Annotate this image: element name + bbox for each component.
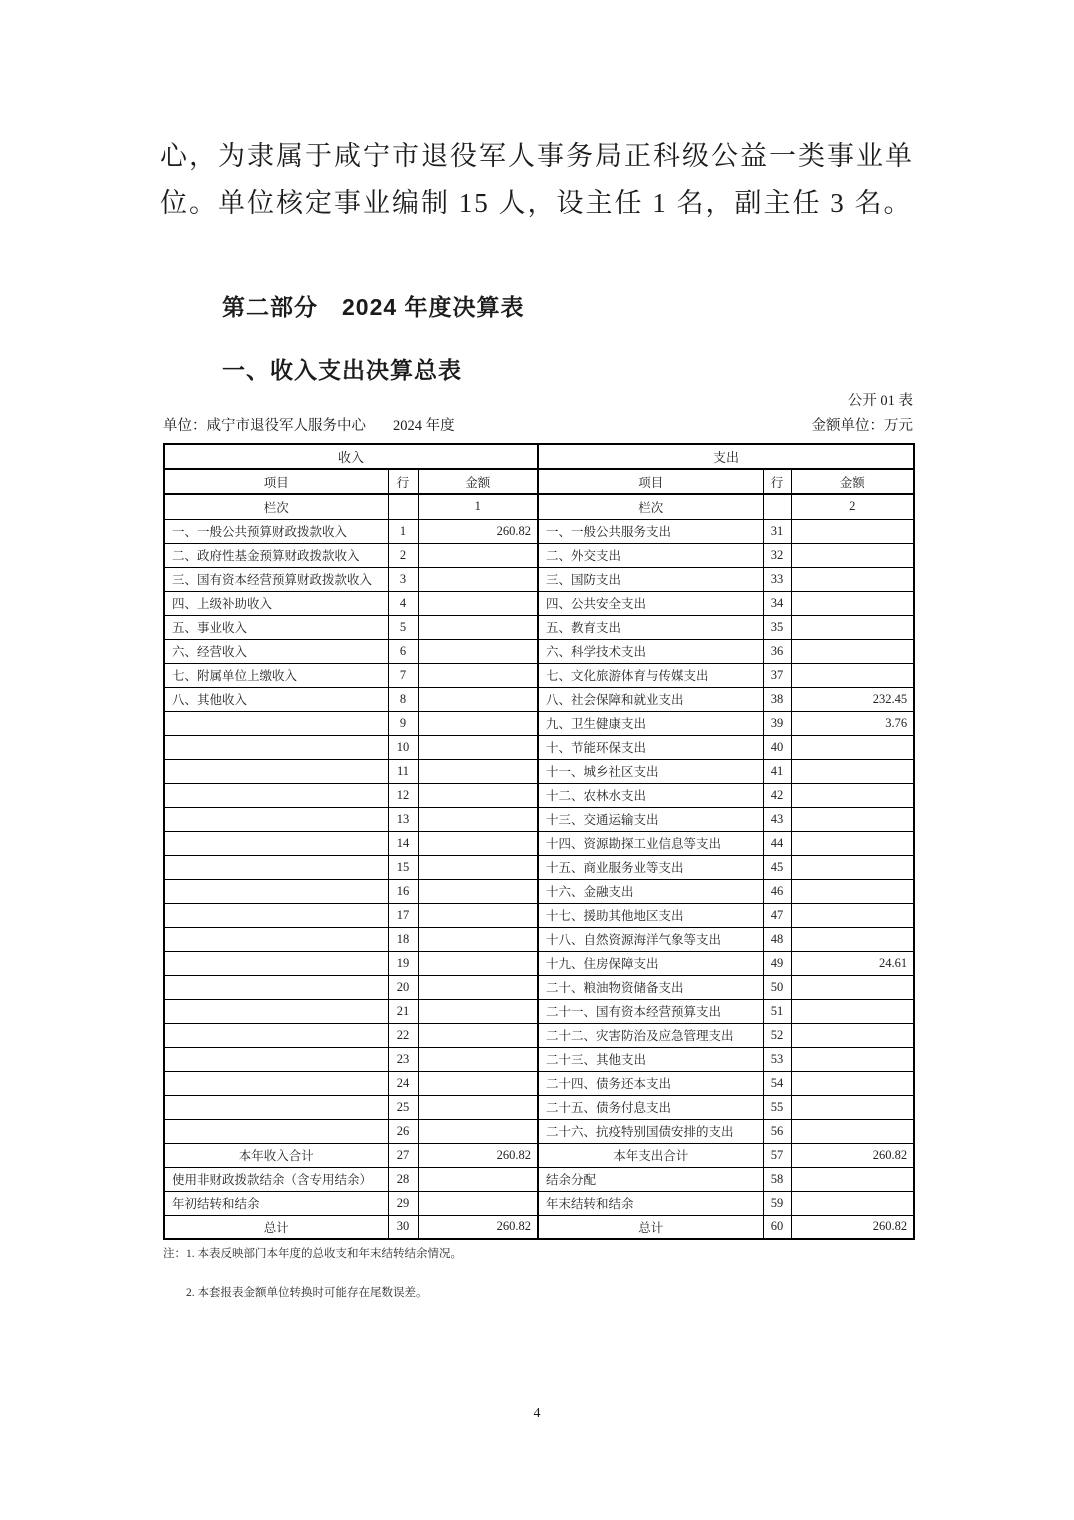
income-lanci-line-cell — [388, 494, 418, 519]
table-row — [164, 711, 914, 735]
expense-amount-cell — [791, 1119, 914, 1143]
income-amount-cell: 260.82 — [418, 1215, 538, 1239]
income-line-cell: 20 — [388, 975, 418, 999]
section-title: 第二部分 2024 年度决算表 — [222, 294, 525, 320]
expense-amount-cell: 232.45 — [791, 687, 914, 711]
income-item-cell — [164, 711, 388, 735]
table-row — [164, 951, 914, 975]
income-amount-cell — [418, 855, 538, 879]
expense-line-cell: 50 — [763, 975, 791, 999]
expense-line-cell: 53 — [763, 1047, 791, 1071]
income-line-cell: 9 — [388, 711, 418, 735]
income-line-cell: 2 — [388, 543, 418, 567]
expense-line-cell: 58 — [763, 1167, 791, 1191]
income-line-cell: 22 — [388, 1023, 418, 1047]
table-row — [164, 639, 914, 663]
table-row — [164, 519, 914, 543]
expense-amount-cell — [791, 1095, 914, 1119]
income-line-cell: 16 — [388, 879, 418, 903]
expense-amount-cell — [791, 591, 914, 615]
expense-amount-cell — [791, 1023, 914, 1047]
expense-line-cell: 32 — [763, 543, 791, 567]
note-line: 注：1. 本表反映部门本年度的总收支和年末结转结余情况。 — [163, 1248, 462, 1260]
expense-amount-cell — [791, 615, 914, 639]
income-item-cell — [164, 759, 388, 783]
table-row — [164, 855, 914, 879]
income-amount-cell — [418, 1047, 538, 1071]
expense-amount-cell — [791, 663, 914, 687]
income-amount-cell — [418, 831, 538, 855]
income-item-cell: 六、经营收入 — [164, 639, 388, 663]
expense-amount-cell — [791, 639, 914, 663]
income-amount-cell — [418, 615, 538, 639]
income-line-cell: 18 — [388, 927, 418, 951]
income-line-cell: 12 — [388, 783, 418, 807]
expense-line-cell: 41 — [763, 759, 791, 783]
expense-amount-cell — [791, 1071, 914, 1095]
income-item-cell: 一、一般公共预算财政拨款收入 — [164, 519, 388, 543]
income-line-cell: 29 — [388, 1191, 418, 1215]
table-row — [164, 567, 914, 591]
intro-paragraph — [160, 133, 915, 227]
income-line-cell: 28 — [388, 1167, 418, 1191]
income-line-cell: 17 — [388, 903, 418, 927]
income-line-cell: 13 — [388, 807, 418, 831]
table-row — [164, 1119, 914, 1143]
expense-section-header: 支出 — [538, 444, 914, 469]
intro-line: 心，为隶属于咸宁市退役军人事务局正科级公益一类事业单 — [160, 141, 914, 171]
income-amount-cell — [418, 1167, 538, 1191]
expense-item-cell: 十八、自然资源海洋气象等支出 — [538, 927, 763, 951]
summary-table-body — [164, 519, 914, 1239]
expense-amount-cell — [791, 927, 914, 951]
income-amount-cell — [418, 783, 538, 807]
expense-item-cell: 二、外交支出 — [538, 543, 763, 567]
expense-line-cell: 52 — [763, 1023, 791, 1047]
expense-line-cell: 49 — [763, 951, 791, 975]
expense-amount-cell — [791, 783, 914, 807]
expense-line-cell: 35 — [763, 615, 791, 639]
expense-amount-cell — [791, 759, 914, 783]
expense-line-cell: 60 — [763, 1215, 791, 1239]
income-amount-header: 金额 — [418, 469, 538, 494]
table-row — [164, 1167, 914, 1191]
table-row — [164, 879, 914, 903]
table-row — [164, 1191, 914, 1215]
expense-item-cell: 四、公共安全支出 — [538, 591, 763, 615]
income-item-cell — [164, 831, 388, 855]
column-index-row — [164, 494, 914, 519]
table-row — [164, 831, 914, 855]
expense-item-cell: 五、教育支出 — [538, 615, 763, 639]
income-item-cell: 本年收入合计 — [164, 1143, 388, 1167]
expense-lanci-label: 栏次 — [538, 494, 763, 519]
income-amount-cell — [418, 1023, 538, 1047]
income-item-cell — [164, 927, 388, 951]
income-amount-cell — [418, 927, 538, 951]
expense-item-cell: 年末结转和结余 — [538, 1191, 763, 1215]
income-item-cell: 使用非财政拨款结余（含专用结余） — [164, 1167, 388, 1191]
expense-column-index: 2 — [791, 494, 914, 519]
expense-amount-cell — [791, 1167, 914, 1191]
expense-line-cell: 31 — [763, 519, 791, 543]
expense-item-cell: 二十四、债务还本支出 — [538, 1071, 763, 1095]
expense-line-cell: 42 — [763, 783, 791, 807]
income-line-cell: 25 — [388, 1095, 418, 1119]
note-line: 2. 本套报表金额单位转换时可能存在尾数误差。 — [186, 1287, 428, 1299]
expense-amount-cell — [791, 855, 914, 879]
expense-item-cell: 二十五、债务付息支出 — [538, 1095, 763, 1119]
table-row — [164, 735, 914, 759]
table-row — [164, 1095, 914, 1119]
table-row — [164, 783, 914, 807]
expense-item-cell: 二十二、灾害防治及应急管理支出 — [538, 1023, 763, 1047]
table-row — [164, 591, 914, 615]
income-amount-cell: 260.82 — [418, 1143, 538, 1167]
income-amount-cell — [418, 567, 538, 591]
income-line-cell: 8 — [388, 687, 418, 711]
income-item-cell — [164, 783, 388, 807]
expense-item-cell: 十、节能环保支出 — [538, 735, 763, 759]
expense-amount-cell: 260.82 — [791, 1215, 914, 1239]
expense-line-cell: 40 — [763, 735, 791, 759]
income-amount-cell — [418, 663, 538, 687]
expense-amount-cell — [791, 879, 914, 903]
expense-item-cell: 总计 — [538, 1215, 763, 1239]
income-section-header: 收入 — [164, 444, 538, 469]
income-line-cell: 30 — [388, 1215, 418, 1239]
expense-line-cell: 57 — [763, 1143, 791, 1167]
income-item-cell: 年初结转和结余 — [164, 1191, 388, 1215]
expense-line-cell: 37 — [763, 663, 791, 687]
income-amount-cell — [418, 903, 538, 927]
expense-line-cell: 54 — [763, 1071, 791, 1095]
income-amount-cell — [418, 759, 538, 783]
expense-item-cell: 十五、商业服务业等支出 — [538, 855, 763, 879]
income-amount-cell — [418, 543, 538, 567]
income-amount-cell — [418, 639, 538, 663]
expense-amount-cell: 3.76 — [791, 711, 914, 735]
expense-line-cell: 46 — [763, 879, 791, 903]
income-line-cell: 6 — [388, 639, 418, 663]
expense-item-cell: 九、卫生健康支出 — [538, 711, 763, 735]
table-row — [164, 1023, 914, 1047]
expense-amount-cell — [791, 567, 914, 591]
table-row — [164, 999, 914, 1023]
income-item-cell — [164, 807, 388, 831]
income-line-cell: 1 — [388, 519, 418, 543]
expense-amount-cell — [791, 519, 914, 543]
income-amount-cell — [418, 687, 538, 711]
expense-amount-cell — [791, 735, 914, 759]
income-item-cell — [164, 951, 388, 975]
expense-amount-header: 金额 — [791, 469, 914, 494]
expense-item-cell: 二十、粮油物资储备支出 — [538, 975, 763, 999]
expense-line-cell: 56 — [763, 1119, 791, 1143]
expense-item-cell: 十九、住房保障支出 — [538, 951, 763, 975]
income-line-header: 行 — [388, 469, 418, 494]
income-item-cell: 三、国有资本经营预算财政拨款收入 — [164, 567, 388, 591]
income-item-cell: 总计 — [164, 1215, 388, 1239]
income-item-cell: 四、上级补助收入 — [164, 591, 388, 615]
income-line-cell: 27 — [388, 1143, 418, 1167]
intro-line: 位。单位核定事业编制 15 人，设主任 1 名，副主任 3 名。 — [160, 188, 913, 218]
fiscal-year: 2024 年度 — [393, 418, 455, 434]
income-item-cell — [164, 1119, 388, 1143]
income-amount-cell — [418, 1119, 538, 1143]
table-row — [164, 1047, 914, 1071]
expense-item-cell: 一、一般公共服务支出 — [538, 519, 763, 543]
expense-amount-cell — [791, 1047, 914, 1071]
expense-amount-cell — [791, 543, 914, 567]
expense-item-cell: 三、国防支出 — [538, 567, 763, 591]
expense-item-cell: 十二、农林水支出 — [538, 783, 763, 807]
expense-line-cell: 51 — [763, 999, 791, 1023]
income-line-cell: 10 — [388, 735, 418, 759]
income-item-cell — [164, 999, 388, 1023]
income-amount-cell — [418, 807, 538, 831]
table-row — [164, 687, 914, 711]
income-amount-cell — [418, 735, 538, 759]
income-item-cell — [164, 903, 388, 927]
table-title: 一、收入支出决算总表 — [222, 357, 462, 383]
expense-line-cell: 59 — [763, 1191, 791, 1215]
income-line-cell: 15 — [388, 855, 418, 879]
expense-line-header: 行 — [763, 469, 791, 494]
expense-item-cell: 二十六、抗疫特别国债安排的支出 — [538, 1119, 763, 1143]
expense-amount-cell — [791, 831, 914, 855]
income-amount-cell — [418, 879, 538, 903]
expense-item-cell: 二十三、其他支出 — [538, 1047, 763, 1071]
expense-amount-cell — [791, 975, 914, 999]
expense-item-cell: 十三、交通运输支出 — [538, 807, 763, 831]
expense-item-header: 项目 — [538, 469, 763, 494]
income-item-header: 项目 — [164, 469, 388, 494]
income-line-cell: 5 — [388, 615, 418, 639]
expense-line-cell: 39 — [763, 711, 791, 735]
income-item-cell — [164, 1095, 388, 1119]
income-line-cell: 4 — [388, 591, 418, 615]
expense-amount-cell — [791, 903, 914, 927]
amount-unit: 金额单位：万元 — [811, 418, 913, 434]
income-line-cell: 11 — [388, 759, 418, 783]
income-line-cell: 21 — [388, 999, 418, 1023]
table-row — [164, 663, 914, 687]
table-meta — [163, 414, 913, 434]
income-item-cell — [164, 855, 388, 879]
expense-line-cell: 48 — [763, 927, 791, 951]
table-row — [164, 1143, 914, 1167]
expense-line-cell: 44 — [763, 831, 791, 855]
expense-line-cell: 33 — [763, 567, 791, 591]
income-item-cell: 七、附属单位上缴收入 — [164, 663, 388, 687]
table-row — [164, 1071, 914, 1095]
income-item-cell — [164, 1023, 388, 1047]
income-amount-cell — [418, 1191, 538, 1215]
summary-table — [163, 443, 915, 1240]
income-amount-cell — [418, 1095, 538, 1119]
expense-item-cell: 结余分配 — [538, 1167, 763, 1191]
expense-item-cell: 十一、城乡社区支出 — [538, 759, 763, 783]
table-row — [164, 1215, 914, 1239]
income-item-cell — [164, 1047, 388, 1071]
income-amount-cell — [418, 999, 538, 1023]
expense-line-cell: 45 — [763, 855, 791, 879]
table-row — [164, 927, 914, 951]
income-item-cell: 八、其他收入 — [164, 687, 388, 711]
expense-line-cell: 38 — [763, 687, 791, 711]
expense-line-cell: 36 — [763, 639, 791, 663]
expense-item-cell: 七、文化旅游体育与传媒支出 — [538, 663, 763, 687]
income-line-cell: 23 — [388, 1047, 418, 1071]
income-line-cell: 19 — [388, 951, 418, 975]
income-item-cell: 二、政府性基金预算财政拨款收入 — [164, 543, 388, 567]
expense-item-cell: 八、社会保障和就业支出 — [538, 687, 763, 711]
income-line-cell: 3 — [388, 567, 418, 591]
table-row — [164, 615, 914, 639]
expense-amount-cell — [791, 807, 914, 831]
income-lanci-label: 栏次 — [164, 494, 388, 519]
column-header-row — [164, 469, 914, 494]
expense-item-cell: 十四、资源勘探工业信息等支出 — [538, 831, 763, 855]
income-amount-cell — [418, 975, 538, 999]
expense-item-cell: 十七、援助其他地区支出 — [538, 903, 763, 927]
income-column-index: 1 — [418, 494, 538, 519]
income-line-cell: 7 — [388, 663, 418, 687]
table-row — [164, 975, 914, 999]
expense-item-cell: 六、科学技术支出 — [538, 639, 763, 663]
income-item-cell — [164, 735, 388, 759]
income-line-cell: 14 — [388, 831, 418, 855]
table-tag: 公开 01 表 — [847, 393, 913, 409]
unit-name: 单位：咸宁市退役军人服务中心 — [163, 418, 366, 434]
expense-amount-cell — [791, 999, 914, 1023]
expense-amount-cell — [791, 1191, 914, 1215]
expense-lanci-line-cell — [763, 494, 791, 519]
income-amount-cell — [418, 591, 538, 615]
expense-line-cell: 34 — [763, 591, 791, 615]
table-row — [164, 543, 914, 567]
income-item-cell — [164, 1071, 388, 1095]
expense-amount-cell: 260.82 — [791, 1143, 914, 1167]
table-row — [164, 759, 914, 783]
income-amount-cell — [418, 711, 538, 735]
expense-amount-cell: 24.61 — [791, 951, 914, 975]
income-amount-cell — [418, 1071, 538, 1095]
expense-line-cell: 47 — [763, 903, 791, 927]
expense-item-cell: 二十一、国有资本经营预算支出 — [538, 999, 763, 1023]
expense-line-cell: 43 — [763, 807, 791, 831]
table-row — [164, 807, 914, 831]
table-row — [164, 903, 914, 927]
income-line-cell: 24 — [388, 1071, 418, 1095]
table-notes — [163, 1245, 913, 1300]
expense-item-cell: 十六、金融支出 — [538, 879, 763, 903]
income-amount-cell — [418, 951, 538, 975]
income-amount-cell: 260.82 — [418, 519, 538, 543]
expense-line-cell: 55 — [763, 1095, 791, 1119]
income-item-cell — [164, 879, 388, 903]
income-item-cell — [164, 975, 388, 999]
section-header-row — [164, 444, 914, 469]
income-item-cell: 五、事业收入 — [164, 615, 388, 639]
expense-item-cell: 本年支出合计 — [538, 1143, 763, 1167]
page-number: 4 — [533, 1406, 541, 1421]
income-line-cell: 26 — [388, 1119, 418, 1143]
